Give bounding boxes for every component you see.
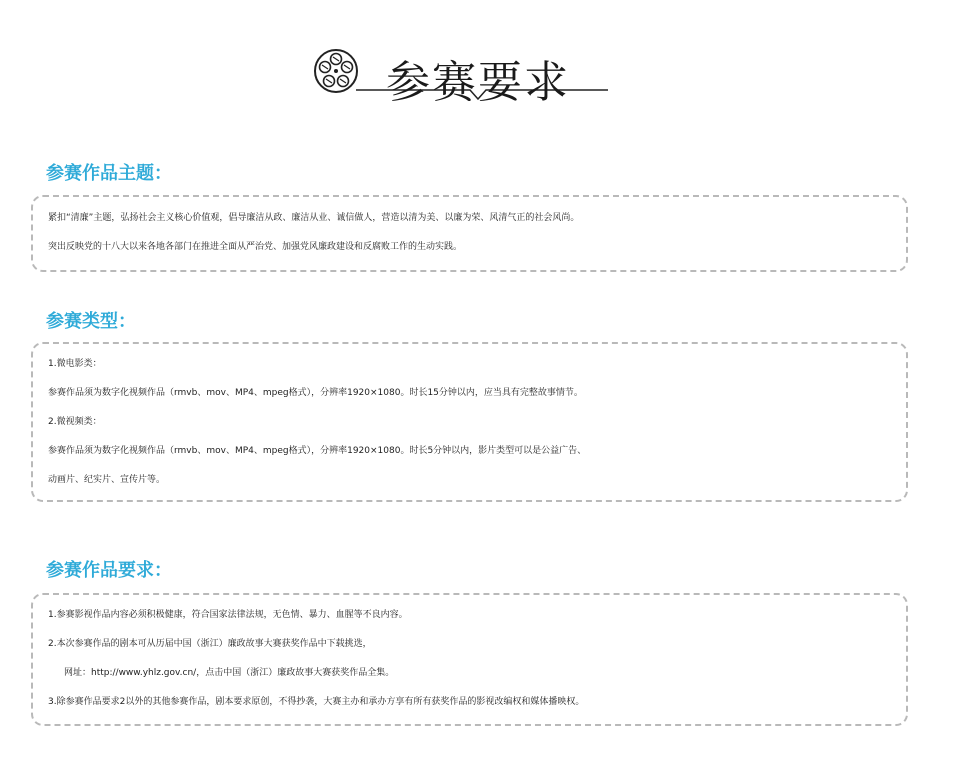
film-reel-icon [313,48,359,94]
theme-box [31,195,908,272]
requirements-line: 1.参赛影视作品内容必须积极健康，符合国家法律法规，无色情、暴力、血腥等不良内容。 [48,610,408,620]
section-title-types: 参赛类型： [46,311,136,332]
theme-line: 紧扣“清廉”主题，弘扬社会主义核心价值观，倡导廉洁从政、廉洁从业、诚信做人，营造以清为美、以廉为荣、风清气正的社会风尚。 [48,213,580,223]
types-line: 2.微视频类： [48,417,102,427]
requirements-line: 2.本次参赛作品的剧本可从历届中国（浙江）廉政故事大赛获奖作品中下载挑选， [48,639,372,649]
theme-line: 突出反映党的十八大以来各地各部门在推进全面从严治党、加强党风廉政建设和反腐败工作的生动实践。 [48,242,463,252]
types-line: 参赛作品须为数字化视频作品（rmvb、mov、MP4、mpeg格式），分辨率1920×1080。时长5分钟以内，影片类型可以是公益广告、 [48,446,587,456]
section-title-theme: 参赛作品主题： [46,163,172,184]
types-box [31,342,908,502]
types-line: 1.微电影类： [48,359,102,369]
section-title-requirements: 参赛作品要求： [46,560,172,581]
requirements-box [31,593,908,726]
requirements-line: 3.除参赛作品要求2以外的其他参赛作品，剧本要求原创，不得抄袭，大赛主办和承办方享有所有获奖作品的影视改编权和媒体播映权。 [48,697,585,707]
requirements-url-line: 网址：http://www.yhlz.gov.cn/，点击中国（浙江）廉政故事大赛获奖作品全集。 [64,668,395,678]
types-line: 参赛作品须为数字化视频作品（rmvb、mov、MP4、mpeg格式），分辨率1920×1080。时长15分钟以内，应当具有完整故事情节。 [48,388,583,398]
header [0,0,960,110]
page-title: 参赛要求 [386,57,570,109]
types-line: 动画片、纪实片、宣传片等。 [48,475,166,485]
